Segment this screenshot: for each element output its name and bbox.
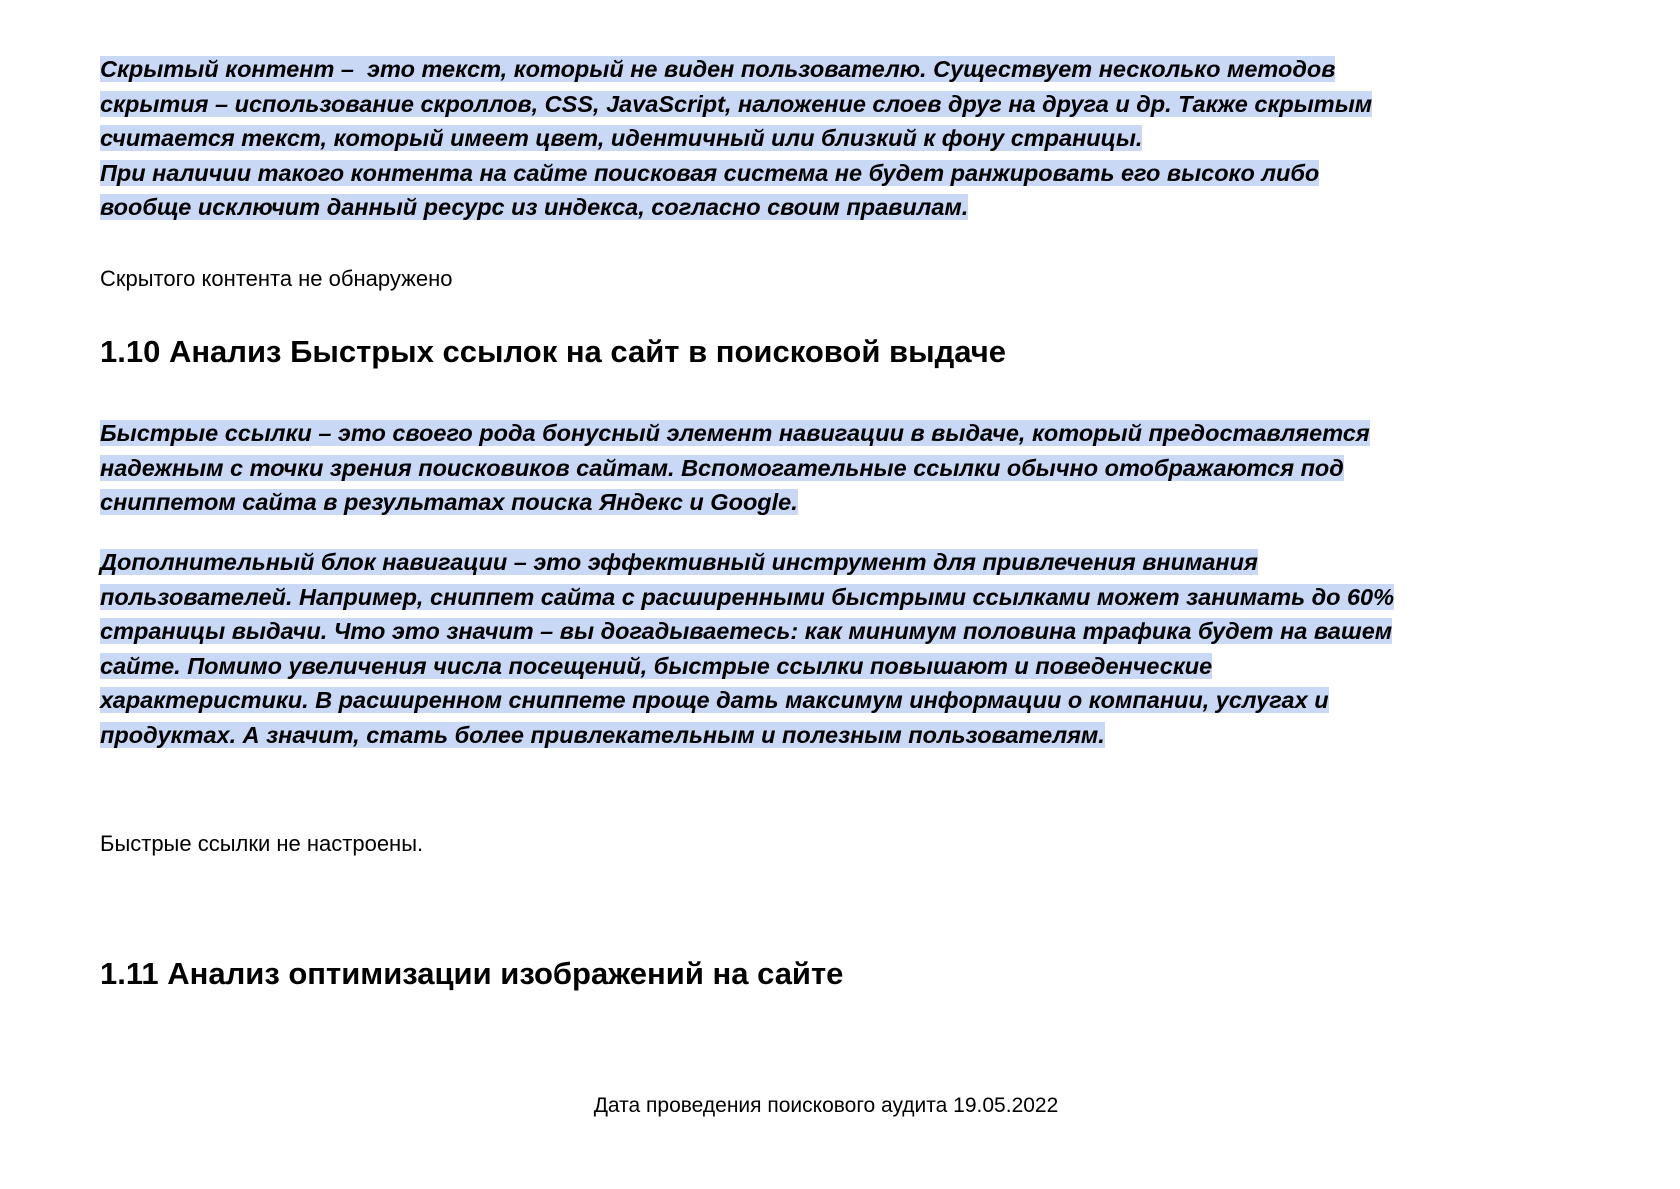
highlighted-line: продуктах. А значит, стать более привлекательным и полезным пользователям. — [100, 721, 1105, 748]
highlighted-line: Скрытый контент – это текст, который не виден пользователю. Существует несколько методов — [100, 56, 1336, 82]
highlighted-line: Дополнительный блок навигации – это эффективный инструмент для привлечения внимания — [100, 549, 1258, 575]
highlighted-line: Быстрые ссылки – это своего рода бонусный элемент навигации в выдаче, который предоставляется — [100, 420, 1370, 446]
highlighted-line: считается текст, который имеет цвет, идентичный или близкий к фону страницы. — [100, 125, 1143, 151]
section-heading-1-10: 1.10 Анализ Быстрых ссылок на сайт в поисковой выдаче — [100, 334, 1006, 369]
section-heading-1-11: 1.11 Анализ оптимизации изображений на сайте — [100, 956, 844, 991]
highlighted-line: При наличии такого контента на сайте поисковая система не будет ранжировать его высоко либо — [100, 159, 1320, 186]
audit-date-footer: Дата проведения поискового аудита 19.05.2022 — [593, 1094, 1059, 1117]
hidden-content-result: Скрытого контента не обнаружено — [100, 266, 453, 291]
quick-links-paragraph-2 — [100, 545, 1660, 752]
hidden-content-description — [100, 52, 1660, 225]
quick-links-paragraph-1 — [100, 416, 1660, 520]
highlighted-line: страницы выдачи. Что это значит – вы догадываетесь: как минимум половина трафика будет на вашем — [100, 618, 1393, 644]
highlighted-line: сайте. Помимо увеличения числа посещений, быстрые ссылки повышают и поведенческие — [100, 652, 1213, 679]
highlighted-line: сниппетом сайта в результатах поиска Яндекс и Google. — [100, 489, 798, 515]
highlighted-line: вообще исключит данный ресурс из индекса, согласно своим правилам. — [100, 194, 969, 220]
highlighted-line: надежным с точки зрения поисковиков сайтам. Вспомогательные ссылки обычно отображаются под — [100, 454, 1344, 481]
quick-links-result: Быстрые ссылки не настроены. — [100, 831, 424, 856]
highlighted-line: пользователей. Например, сниппет сайта с расширенными быстрыми ссылками может занимать до 60% — [100, 583, 1395, 610]
highlighted-line: характеристики. В расширенном сниппете проще дать максимум информации о компании, услугах и — [100, 687, 1329, 713]
highlighted-line: скрытия – использование скроллов, CSS, JavaScript, наложение слоев друг на друга и др. Также скрытым — [100, 90, 1373, 117]
